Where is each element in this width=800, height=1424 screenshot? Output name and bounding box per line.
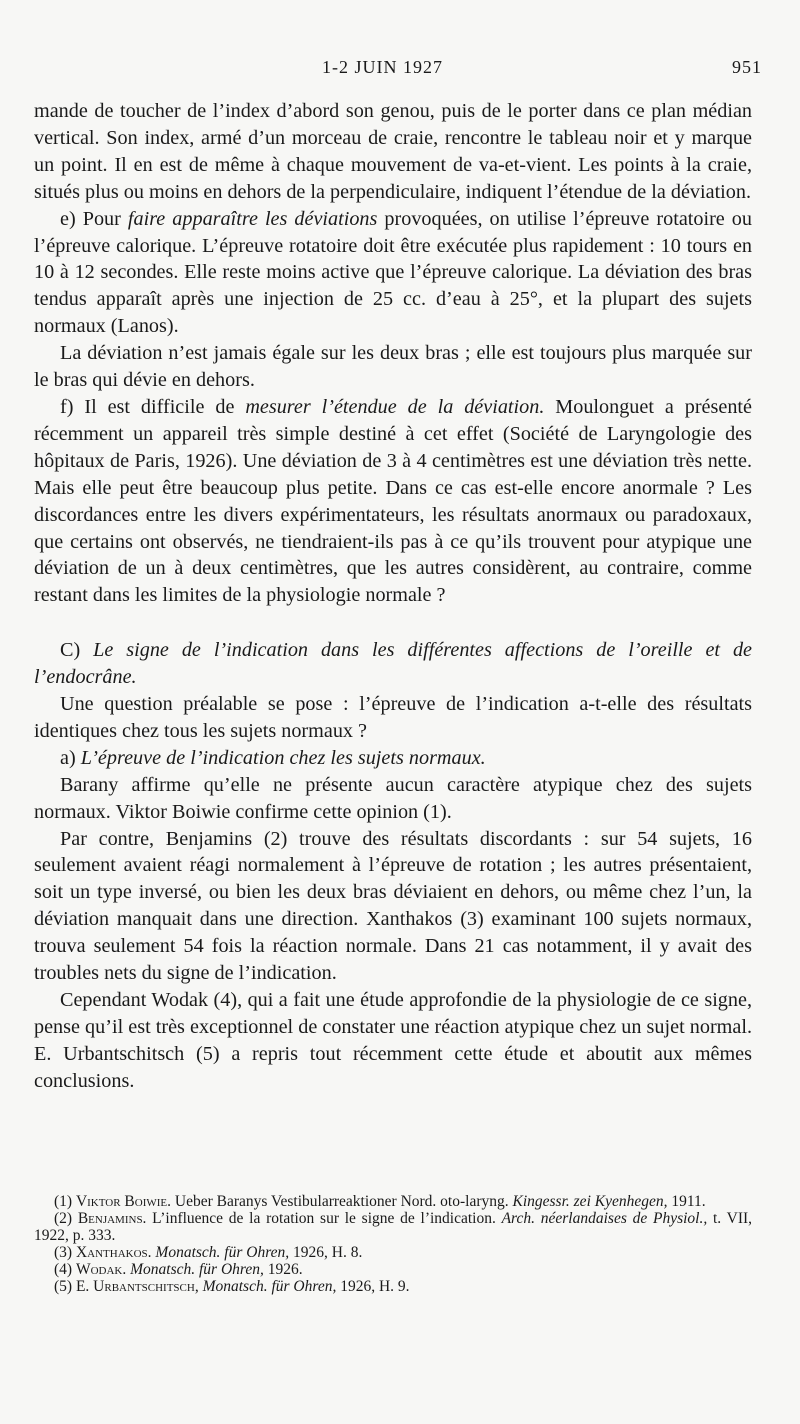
section-title: Le signe de l’indication dans les différentes affections de l’oreille et de l’endocrâne. xyxy=(34,639,753,689)
subheading-title: L’épreuve de l’indication chez les sujets normaux. xyxy=(80,746,486,769)
body-text xyxy=(34,98,752,1095)
paragraph-question: Une question préalable se pose : l’épreuve de l’indication a-t-elle des résultats identiques chez tous les sujets normaux ? xyxy=(34,693,752,742)
page-number: 951 xyxy=(732,57,762,77)
paragraph-barany: Barany affirme qu’elle ne présente aucun caractère atypique chez des sujets normaux. Viktor Boiwie confirme cette opinion (1). xyxy=(34,773,752,823)
paragraph-e-provoked-deviations: e) Pour faire apparaître les déviations provoquées, on utilise l’épreuve rotatoire ou l’épreuve calorique. L’épreuve rotatoire doit être exécutée plus rapidement : 10 tours en 10 à 12 secondes. Elle reste moins active que l’épreuve calorique. La déviation des bras tendus apparaît après une injection de 25 cc. d’eau à 25°, et la plupart des sujets normaux (Lanos). xyxy=(34,207,752,338)
paragraph-deviation-bras: La déviation n’est jamais égale sur les deux bras ; elle est toujours plus marquée sur le bras qui dévie en dehors. xyxy=(34,342,752,392)
paragraph-benjamins: Par contre, Benjamins (2) trouve des résultats discordants : sur 54 sujets, 16 seulement avaient réagi normalement à l’épreuve de rotation ; les autres présentaient, soit un type inversé, ou bien les deux bras déviaient en dehors, ou même chez l’un, la déviation manquait dans une direction. Xanthakos (3) examinant 100 sujets normaux, trouva seulement 54 fois la réaction normale. Dans 21 cas notamment, il y avait des troubles nets du signe de l’indication. xyxy=(34,827,752,985)
footnote-5: (5) E. Urbantschitsch, Monatsch. für Ohren, 1926, H. 9. xyxy=(54,1277,410,1295)
paragraph-f-measure: f) Il est difficile de mesurer l’étendue de la déviation. Moulonguet a présenté récemment un appareil très simple destiné à cet effet (Société de Laryngologie des hôpitaux de Paris, 1926). Une déviation de 3 à 4 centimètres est une déviation très nette. Mais elle peut être beaucoup plus petite. Dans ce cas est-elle encore anormale ? Les discordances entre les divers expérimentateurs, les résultats anormaux ou paradoxaux, que certains ont observés, ne tiendraient-ils pas à ce qu’ils trouvent pour atypique une déviation de un à deux centimètres, que les autres considèrent, au contraire, comme restant dans les limites de la physiologie normale ? xyxy=(34,395,752,607)
paragraph-continuation: mande de toucher de l’index d’abord son genou, puis de le porter dans ce plan médian vertical. Son index, armé d’un morceau de craie, rencontre le tableau noir et y marque un point. Il en est de même à chaque mouvement de va-et-vient. Les points à la craie, situés plus ou moins en dehors de la perpendiculaire, indiquent l’étendue de la déviation. xyxy=(34,100,752,203)
footnote-2: (2) Benjamins. L’influence de la rotation sur le signe de l’indication. Arch. néerlandaises de Physiol., t. VII, 1922, p. 333. xyxy=(34,1209,753,1244)
emphasis: faire apparaître les déviations xyxy=(127,207,378,230)
paragraph-wodak: Cependant Wodak (4), qui a fait une étude approfondie de la physiologie de ce signe, pense qu’il est très exceptionnel de constater une réaction atypique chez un sujet normal. E. Urbantschitsch (5) a repris tout récemment cette étude et aboutit aux mêmes conclusions. xyxy=(34,989,752,1092)
footnote-4: (4) Wodak. Monatsch. für Ohren, 1926. xyxy=(54,1260,303,1278)
emphasis: mesurer l’étendue de la déviation. xyxy=(245,395,545,418)
footnote-3: (3) Xanthakos. Monatsch. für Ohren, 1926, H. 8. xyxy=(54,1243,363,1261)
footnotes xyxy=(34,1194,752,1295)
section-heading-c: C) Le signe de l’indication dans les différentes affections de l’oreille et de l’endocrâne. xyxy=(34,639,753,689)
running-header xyxy=(0,57,800,83)
footnote-1: (1) Viktor Boiwie. Ueber Baranys Vestibularreaktioner Nord. oto-laryng. Kingessr. zei Kyenhegen, 1911. xyxy=(54,1193,706,1210)
subheading-a: a) L’épreuve de l’indication chez les sujets normaux. xyxy=(60,746,486,769)
header-date: 1-2 JUIN 1927 xyxy=(322,57,443,77)
